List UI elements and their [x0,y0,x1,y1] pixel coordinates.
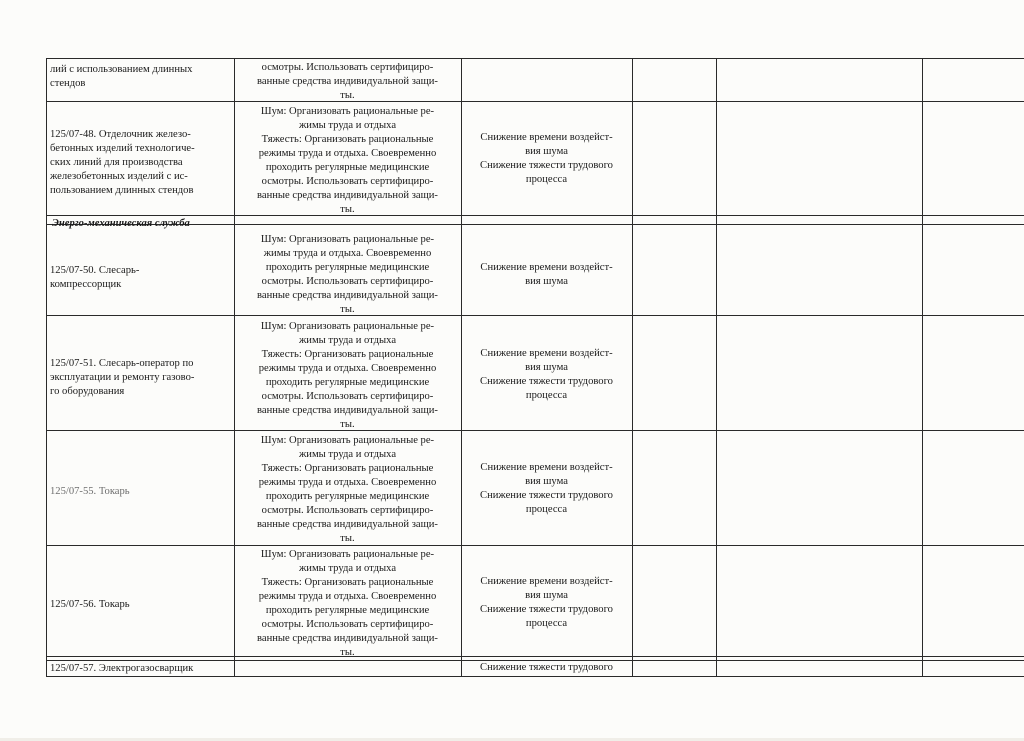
column-divider [632,58,633,676]
position-cell: лий с использованием длинных стендов [50,64,193,89]
row-divider [46,545,1024,546]
section-heading: Энерго-механическая служба [52,218,190,229]
goal-cell: Снижение времени воздейст- вия шума [480,262,613,287]
row-divider [46,101,1024,102]
measures-cell: Шум: Организовать рациональные ре- жимы труда и отдыха. Своевременно проходить регулярные медицинские осмотры. Использовать сертифициро- ванные средства индивидуальной защи- ты. [257,234,438,315]
goal-cell: Снижение тяжести трудового [480,662,613,673]
measures-cell: Шум: Организовать рациональные ре- жимы труда и отдыха Тяжесть: Организовать рациональные режимы труда и отдыха. Своевременно проходить регулярные медицинские осмотры. Использовать сертифициро- ванные средства индивидуальной защи- ты. [257,106,438,215]
measures-cell: Шум: Организовать рациональные ре- жимы труда и отдыха Тяжесть: Организовать рациональные режимы труда и отдыха. Своевременно проходить регулярные медицинские осмотры. Использовать сертифициро- ванные средства индивидуальной защи- ты. [257,435,438,544]
row-divider [46,656,1024,657]
position-cell: 125/07-57. Электрогазосварщик [50,663,194,674]
measures-cell: Шум: Организовать рациональные ре- жимы труда и отдыха Тяжесть: Организовать рациональные режимы труда и отдыха. Своевременно проходить регулярные медицинские осмотры. Использовать сертифициро- ванные средства индивидуальной защи- ты. [257,549,438,658]
row-divider [46,215,1024,216]
goal-cell: Снижение времени воздейст- вия шума Снижение тяжести трудового процесса [480,348,613,401]
position-cell: 125/07-48. Отделочник железо- бетонных изделий технологиче- ских линий для производства железобетонных изделий с ис- пользованием длинных стендов [50,129,195,196]
position-cell: 125/07-56. Токарь [50,599,130,610]
measures-cell: Шум: Организовать рациональные ре- жимы труда и отдыха Тяжесть: Организовать рациональные режимы труда и отдыха. Своевременно проходить регулярные медицинские осмотры. Использовать сертифициро- ванные средства индивидуальной защи- ты. [257,321,438,430]
position-cell: 125/07-51. Слесарь-оператор по эксплуатации и ремонту газово- го оборудования [50,358,195,397]
position-cell: 125/07-50. Слесарь- компрессорщик [50,265,140,290]
column-divider [922,58,923,676]
goal-cell: Снижение времени воздейст- вия шума Снижение тяжести трудового процесса [480,576,613,629]
table-top-border [46,58,1024,59]
measures-cell: осмотры. Использовать сертифициро- ванные средства индивидуальной защи- ты. [257,62,438,101]
column-divider [716,58,717,676]
table-bottom-border [46,676,1024,677]
position-cell: 125/07-55. Токарь [50,486,130,497]
goal-cell: Снижение времени воздейст- вия шума Снижение тяжести трудового процесса [480,462,613,515]
row-divider [46,430,1024,431]
row-divider [46,315,1024,316]
goal-cell: Снижение времени воздейст- вия шума Снижение тяжести трудового процесса [480,132,613,185]
